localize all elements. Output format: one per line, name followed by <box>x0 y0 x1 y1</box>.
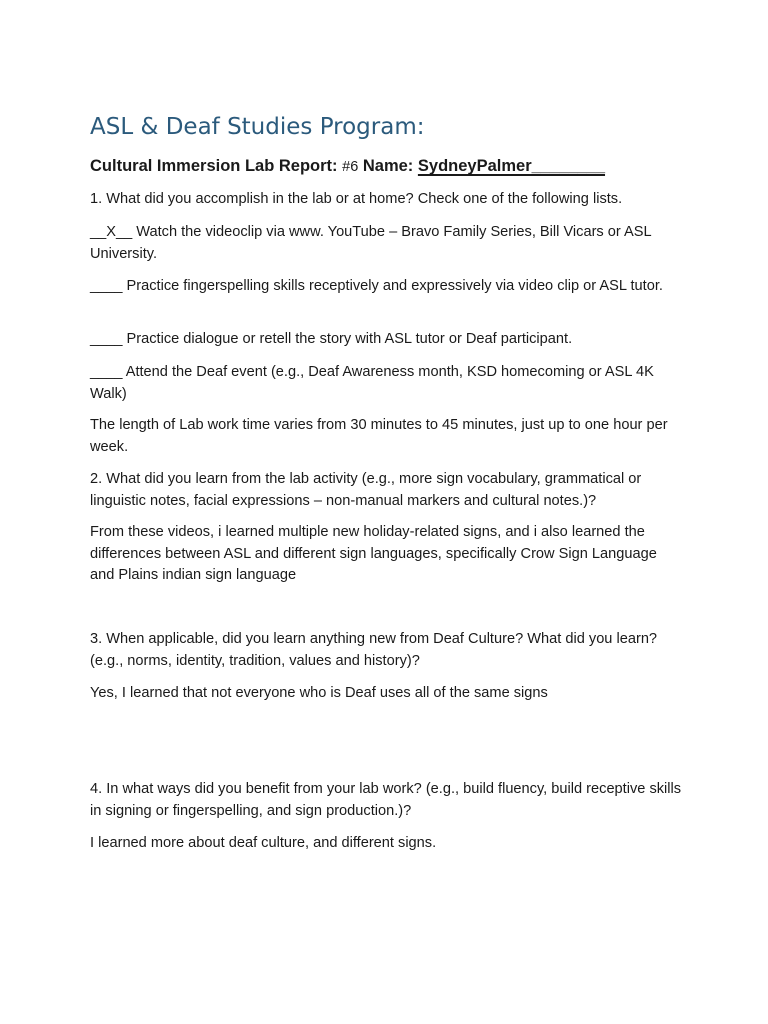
answer-4: I learned more about deaf culture, and different signs. <box>90 835 437 851</box>
answer-2: From these videos, i learned multiple new holiday-related signs, and i also learned the differences between ASL and different sign languages, specifically Crow Sign Language and Plains indian sign language <box>90 524 657 583</box>
program-title: ASL & Deaf Studies Program: <box>90 114 425 140</box>
name-label: Name: <box>362 157 414 175</box>
option-attend-deaf-event: ____ Attend the Deaf event (e.g., Deaf Awareness month, KSD homecoming or ASL 4K Walk) <box>90 364 654 402</box>
option-watch-videoclip: __X__ Watch the videoclip via www. YouTube – Bravo Family Series, Bill Vicars or ASL University. <box>90 224 652 262</box>
student-name: SydneyPalmer________ <box>417 157 606 175</box>
report-heading <box>90 157 605 176</box>
answer-3: Yes, I learned that not everyone who is Deaf uses all of the same signs <box>90 685 548 701</box>
lab-time-note: The length of Lab work time varies from 30 minutes to 45 minutes, just up to one hour per week. <box>90 417 668 455</box>
question-1: 1. What did you accomplish in the lab or at home? Check one of the following lists. <box>90 191 623 207</box>
question-3: 3. When applicable, did you learn anything new from Deaf Culture? What did you learn? (e.g., norms, identity, tradition, values and history)? <box>90 631 658 669</box>
question-2: 2. What did you learn from the lab activity (e.g., more sign vocabulary, grammatical or linguistic notes, facial expressions – non-manual markers and cultural notes.)? <box>90 471 642 509</box>
report-number: #6 <box>342 159 359 175</box>
option-practice-dialogue: ____ Practice dialogue or retell the story with ASL tutor or Deaf participant. <box>90 331 573 347</box>
option-practice-fingerspelling: ____ Practice fingerspelling skills receptively and expressively via video clip or ASL tutor. <box>90 278 663 294</box>
report-label: Cultural Immersion Lab Report: <box>90 157 338 175</box>
question-4: 4. In what ways did you benefit from your lab work? (e.g., build fluency, build receptive skills in signing or fingerspelling, and sign production.)? <box>90 781 682 819</box>
